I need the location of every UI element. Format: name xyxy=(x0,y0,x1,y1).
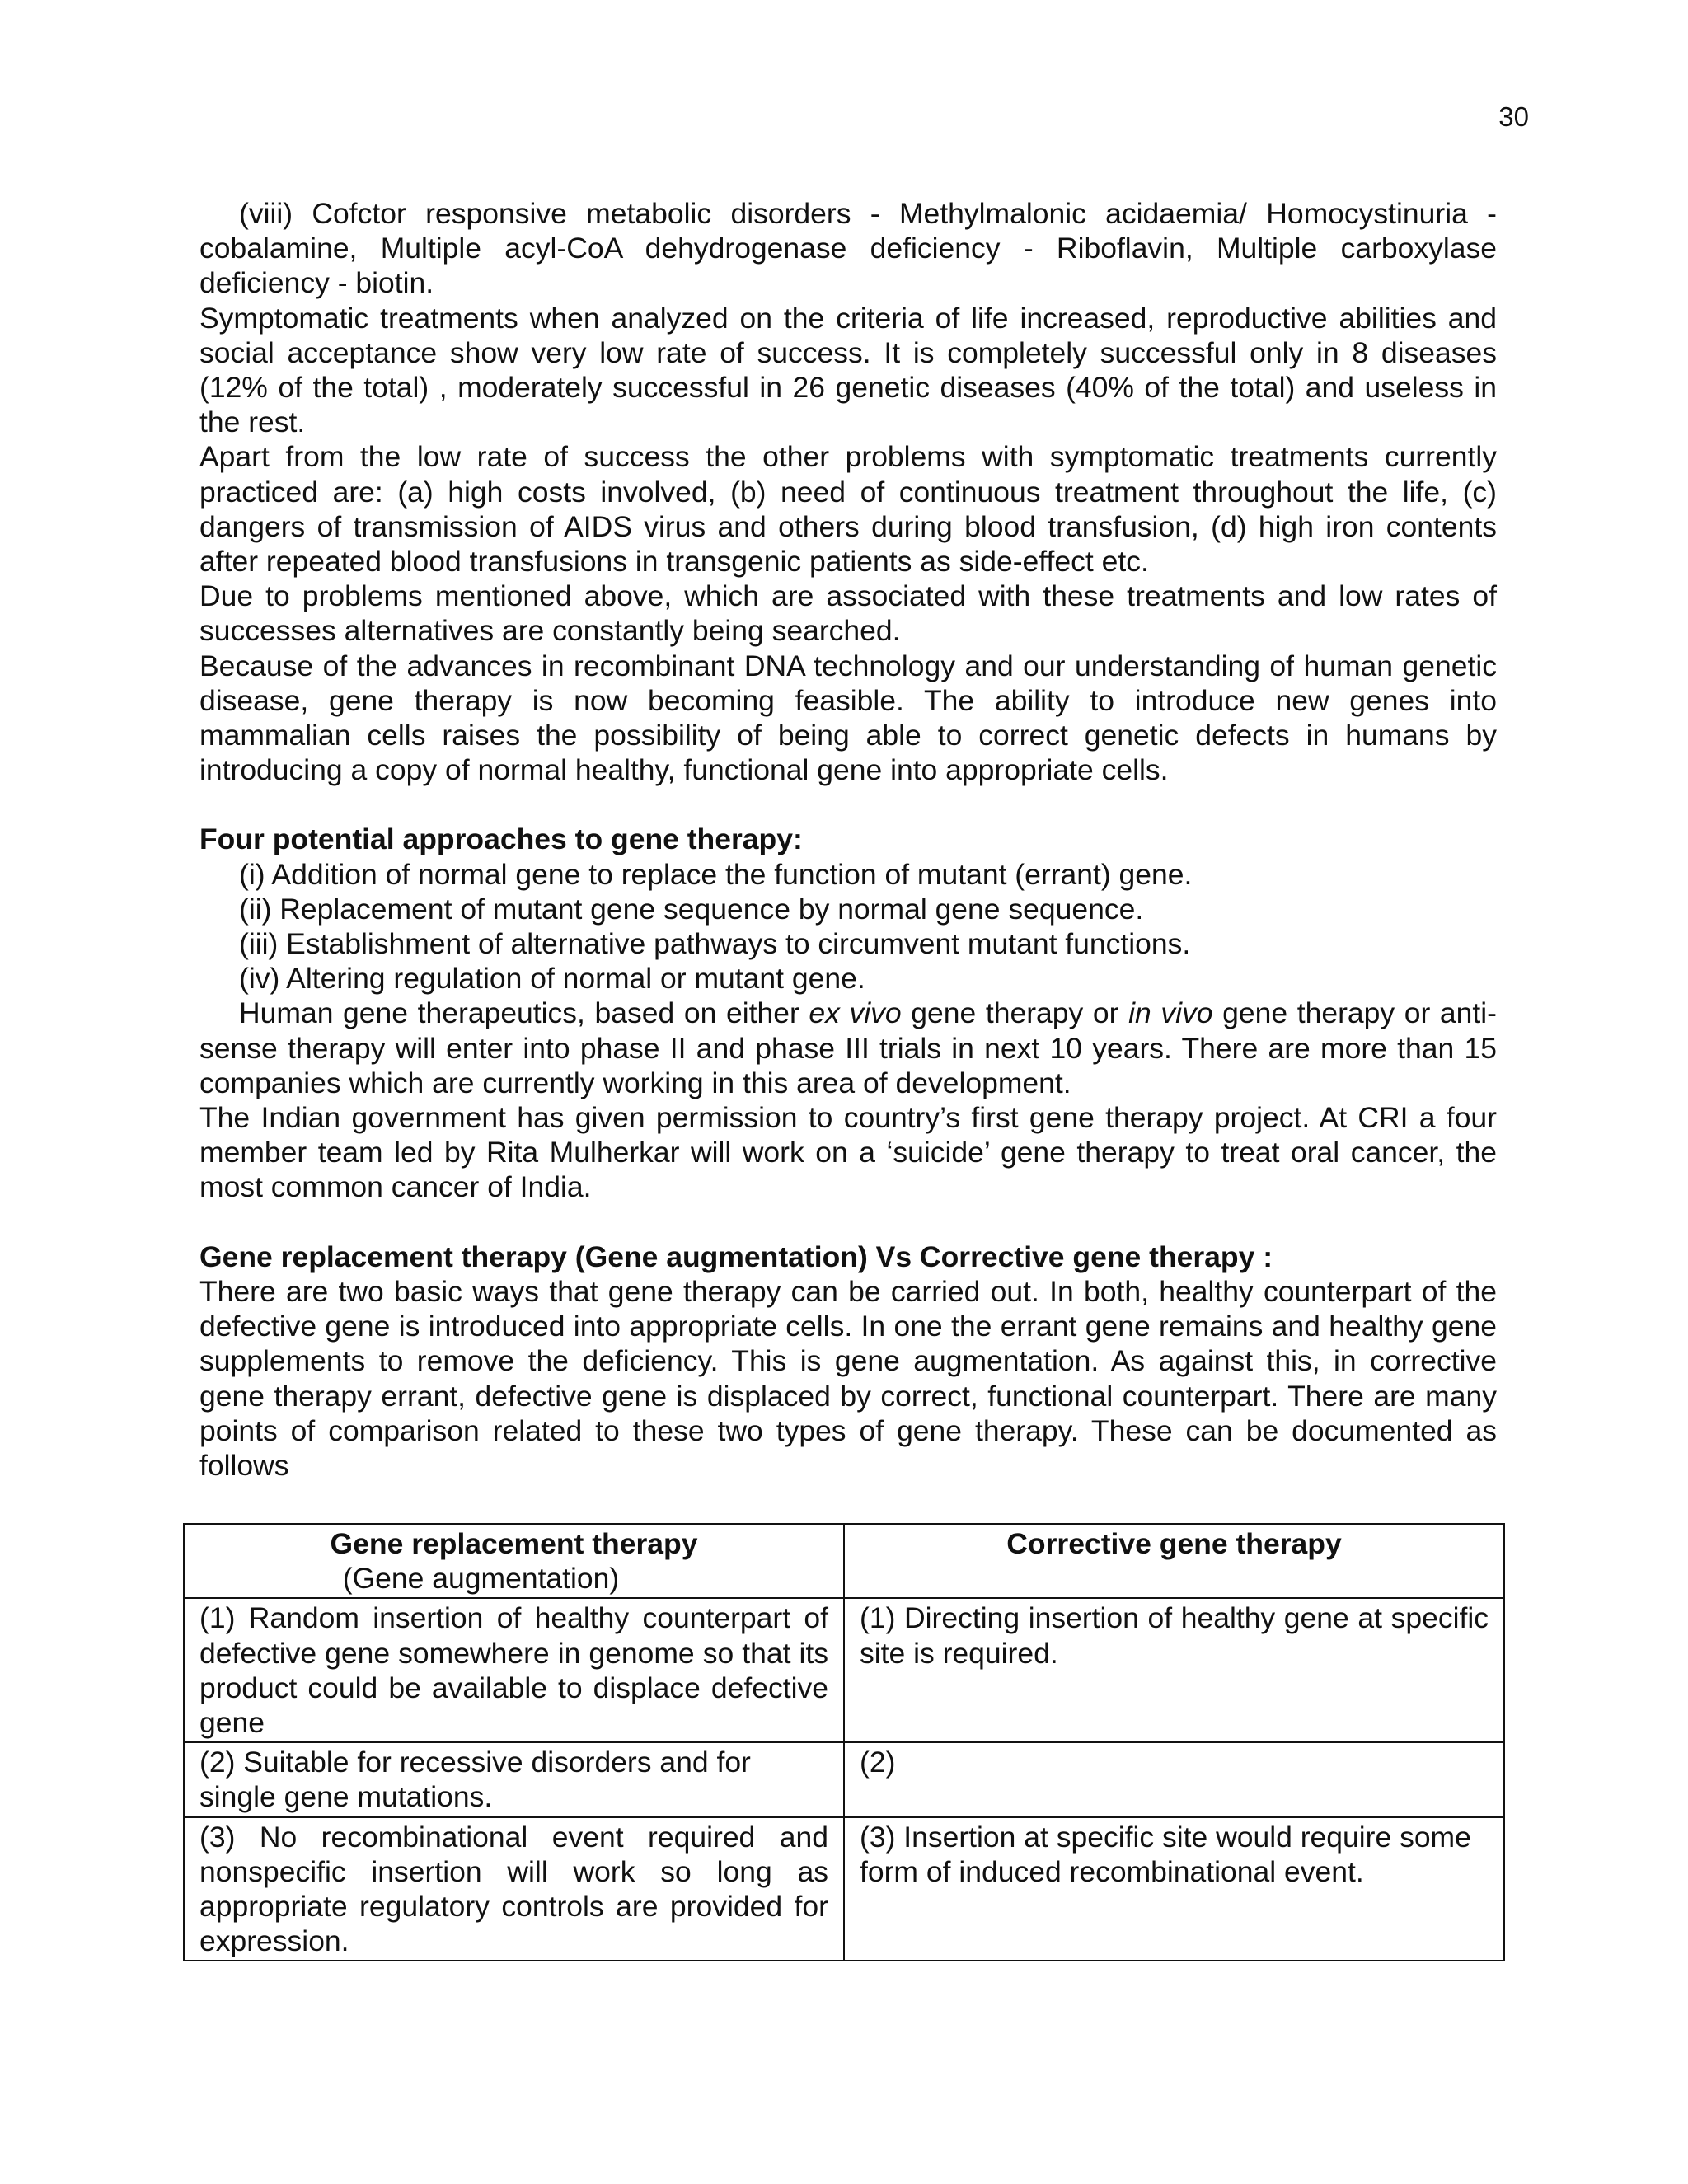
table-cell: (2) xyxy=(844,1742,1504,1816)
table-cell: (1) Directing insertion of healthy gene at specific site is required. xyxy=(844,1598,1504,1742)
paragraph-symptomatic-problems: Apart from the low rate of success the other problems with symptomatic treatments currently practiced are: (a) high costs involved, (b) need of continuous treatment throughout the life, (c) dangers of transmission of AIDS virus and others during blood transfusion, (d) high iron contents after repeated blood transfusions in transgenic patients as side-effect etc. xyxy=(199,440,1497,579)
table-header-row xyxy=(184,1524,1504,1598)
approach-item: (i) Addition of normal gene to replace the function of mutant (errant) gene. xyxy=(239,857,1193,891)
approach-item: (ii) Replacement of mutant gene sequence by normal gene sequence. xyxy=(239,892,1144,926)
comparison-table xyxy=(183,1523,1505,1961)
comparison-heading: Gene replacement therapy (Gene augmentation) Vs Corrective gene therapy : xyxy=(199,1240,1273,1273)
header-title: Corrective gene therapy xyxy=(1006,1527,1342,1560)
table-header-corrective xyxy=(844,1524,1504,1598)
table-cell: (3) Insertion at specific site would require some form of induced recombinational event. xyxy=(844,1817,1504,1961)
ex-vivo-term: ex vivo xyxy=(809,996,902,1030)
table-header-gene-replacement xyxy=(184,1524,844,1598)
document-body xyxy=(199,196,1497,1483)
table-cell: (2) Suitable for recessive disorders and for single gene mutations. xyxy=(184,1742,844,1816)
page-number: 30 xyxy=(1498,101,1529,132)
therapeutics-text: gene therapy or xyxy=(901,996,1129,1030)
spacer xyxy=(199,787,1497,822)
table-row xyxy=(184,1817,1504,1961)
paragraph-symptomatic-success: Symptomatic treatments when analyzed on the criteria of life increased, reproductive abilities and social acceptance show very low rate of success. It is completely successful only in 8 diseases (12% of the total) , moderately successful in 26 genetic diseases (40% of the total) and useless in the rest. xyxy=(199,301,1497,439)
table-cell: (1) Random insertion of healthy counterpart of defective gene somewhere in genome so that its product could be available to displace defective gene xyxy=(184,1598,844,1742)
paragraph-comparison-intro: There are two basic ways that gene therapy can be carried out. In both, healthy counterpart of the defective gene is introduced into appropriate cells. In one the errant gene remains and healthy gene supplements to remove the deficiency. This is gene augmentation. As against this, in corrective gene therapy errant, defective gene is displaced by correct, functional counterpart. There are many points of comparison related to these two types of gene therapy. These can be documented as follows xyxy=(199,1274,1497,1482)
header-subtitle: (Gene augmentation) xyxy=(342,1562,620,1596)
approaches-heading: Four potential approaches to gene therapy: xyxy=(199,823,803,856)
paragraph-alternatives: Due to problems mentioned above, which are associated with these treatments and low rates of successes alternatives are constantly being searched. xyxy=(199,579,1497,648)
table-cell: (3) No recombinational event required and nonspecific insertion will work so long as appropriate regulatory controls are provided for expression. xyxy=(184,1817,844,1961)
therapeutics-text: gene therapy or anti-sense therapy will enter into phase II and phase III trials in next 10 years. There are more than 15 companies which are currently working in this area of development. xyxy=(199,996,1497,1099)
header-title: Gene replacement therapy xyxy=(330,1527,698,1560)
approach-item: (iii) Establishment of alternative pathways to circumvent mutant functions. xyxy=(239,927,1191,961)
paragraph-recombinant-dna: Because of the advances in recombinant DNA technology and our understanding of human genetic disease, gene therapy is now becoming feasible. The ability to introduce new genes into mammalian cells raises the possibility of being able to correct genetic defects in humans by introducing a copy of normal healthy, functional gene into appropriate cells. xyxy=(199,649,1497,787)
therapeutics-text: Human gene therapeutics, based on either xyxy=(239,996,809,1030)
paragraph-cofactor-disorders: (viii) Cofctor responsive metabolic disorders - Methylmalonic acidaemia/ Homocystinuria - cobalamine, Multiple acyl-CoA dehydrogenase deficiency - Riboflavin, Multiple carboxylase deficiency - biotin. xyxy=(199,197,1497,300)
approach-item: (iv) Altering regulation of normal or mutant gene. xyxy=(239,962,865,996)
in-vivo-term: in vivo xyxy=(1128,996,1213,1030)
paragraph-therapeutics xyxy=(199,996,1497,1100)
table-row xyxy=(184,1598,1504,1742)
spacer xyxy=(199,1205,1497,1240)
table-row xyxy=(184,1742,1504,1816)
paragraph-indian-government: The Indian government has given permission to country’s first gene therapy project. At CRI a four member team led by Rita Mulherkar will work on a ‘suicide’ gene therapy to treat oral cancer, the most common cancer of India. xyxy=(199,1101,1497,1204)
